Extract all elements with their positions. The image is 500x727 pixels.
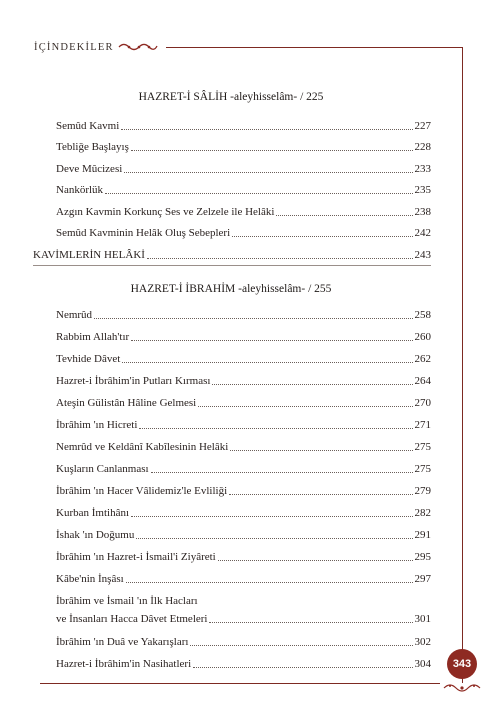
leader-dots xyxy=(147,258,413,259)
toc-entry-page: 271 xyxy=(414,419,431,431)
page-number-badge xyxy=(447,649,477,679)
leader-dots xyxy=(229,494,412,495)
header-title: İÇİNDEKİLER xyxy=(34,42,114,53)
leader-dots xyxy=(198,406,412,407)
toc-entry[interactable] xyxy=(56,141,431,154)
leader-dots xyxy=(193,667,412,668)
toc-entry-page: 235 xyxy=(414,184,431,196)
toc-entry[interactable] xyxy=(56,353,431,366)
toc-entry-page: 282 xyxy=(414,507,431,519)
toc-entry-label: Rabbim Allah'tır xyxy=(56,331,130,343)
toc-entry[interactable] xyxy=(56,658,431,671)
toc-entry[interactable] xyxy=(56,636,431,649)
toc-entry-label: Semûd Kavminin Helâk Oluş Sebepleri xyxy=(56,227,231,239)
page-number: 343 xyxy=(452,658,472,670)
toc-entry-label: Semûd Kavmi xyxy=(56,120,120,132)
toc-entry-page: 295 xyxy=(414,551,431,563)
toc-entry[interactable] xyxy=(56,184,431,197)
section-title-salih: HAZRET-İ SÂLİH -aleyhisselâm- / 225 xyxy=(138,91,324,103)
leader-dots xyxy=(131,340,412,341)
toc-entry-page: 238 xyxy=(414,206,431,218)
leader-dots xyxy=(212,384,412,385)
leader-dots xyxy=(122,362,412,363)
toc-entry[interactable] xyxy=(56,463,431,476)
toc-entry-label: Nemrûd xyxy=(56,309,93,321)
toc-entry-label: Kâbe'nin İnşâsı xyxy=(56,573,124,585)
toc-entry[interactable] xyxy=(56,441,431,454)
toc-entry-multiline-first[interactable] xyxy=(56,595,431,608)
toc-entry-page: 228 xyxy=(414,141,431,153)
toc-entry[interactable] xyxy=(56,331,431,344)
separator-line xyxy=(33,265,431,266)
toc-entry[interactable] xyxy=(56,397,431,410)
toc-entry-page: 304 xyxy=(414,658,431,670)
leader-dots xyxy=(105,193,412,194)
toc-entry-label: Kurban İmtihânı xyxy=(56,507,130,519)
toc-entry[interactable] xyxy=(56,485,431,498)
leader-dots xyxy=(151,472,413,473)
toc-entry[interactable] xyxy=(56,529,431,542)
toc-entry[interactable] xyxy=(56,507,431,520)
toc-entry-page: 262 xyxy=(414,353,431,365)
toc-entry-label: Tebliğe Başlayış xyxy=(56,141,129,153)
toc-entry-page: 233 xyxy=(414,163,431,175)
toc-entry-label: Hazret-i İbrâhim'in Putları Kırması xyxy=(56,375,211,387)
toc-entry[interactable] xyxy=(56,227,431,240)
toc-entry-label: Kuşların Canlanması xyxy=(56,463,149,475)
toc-entry-page: 301 xyxy=(414,613,431,625)
toc-entry-label: İbrâhim 'ın Hacer Vâlidemiz'le Evliliği xyxy=(56,485,228,497)
leader-dots xyxy=(121,129,412,130)
toc-entry-label: Tevhide Dâvet xyxy=(56,353,121,365)
leader-dots xyxy=(232,236,412,237)
toc-entry-label: Hazret-i İbrâhim'in Nasihatleri xyxy=(56,658,192,670)
toc-entry-kavimlerin-helaki[interactable] xyxy=(33,249,431,262)
toc-entry-label: Ateşin Gülistân Hâline Gelmesi xyxy=(56,397,197,409)
toc-entry-page: 279 xyxy=(414,485,431,497)
toc-entry-page: 270 xyxy=(414,397,431,409)
toc-entry-label: İbrâhim 'ın Duâ ve Yakarışları xyxy=(56,636,189,648)
toc-entry-label: İbrâhim 'ın Hazret-i İsmail'i Ziyâreti xyxy=(56,551,216,563)
section-title-ibrahim: HAZRET-İ İBRAHİM -aleyhisselâm- / 255 xyxy=(130,283,332,295)
leader-dots xyxy=(126,582,413,583)
toc-entry-label: Azgın Kavmin Korkunç Ses ve Zelzele ile Helâki xyxy=(56,206,275,218)
toc-entry-page: 260 xyxy=(414,331,431,343)
toc-entry-page: 242 xyxy=(414,227,431,239)
toc-entry-page: 258 xyxy=(414,309,431,321)
toc-entry-page: 227 xyxy=(414,120,431,132)
leader-dots xyxy=(190,645,412,646)
toc-entry-label: ve İnsanları Hacca Dâvet Etmeleri xyxy=(56,613,208,625)
toc-entry-label: İbrâhim 'ın Hicreti xyxy=(56,419,138,431)
toc-entry[interactable] xyxy=(56,375,431,388)
toc-entry-multiline-second[interactable] xyxy=(56,613,431,626)
leader-dots xyxy=(131,150,413,151)
toc-entry[interactable] xyxy=(56,551,431,564)
leader-dots xyxy=(209,622,412,623)
leader-dots xyxy=(139,428,412,429)
leader-dots xyxy=(230,450,412,451)
toc-entry-label: Deve Mûcizesi xyxy=(56,163,123,175)
leader-dots xyxy=(218,560,413,561)
toc-entry-page: 275 xyxy=(414,463,431,475)
toc-entry-page: 291 xyxy=(414,529,431,541)
toc-entry[interactable] xyxy=(56,573,431,586)
leader-dots xyxy=(276,215,412,216)
toc-entry-page: 275 xyxy=(414,441,431,453)
leader-dots xyxy=(136,538,412,539)
toc-entry-label: İbrâhim ve İsmail 'ın İlk Hacları xyxy=(56,595,198,607)
toc-entry-page: 264 xyxy=(414,375,431,387)
toc-entry-label: KAVİMLERİN HELÂKİ xyxy=(33,249,145,261)
toc-entry-label: Nankörlük xyxy=(56,184,104,196)
toc-entry-page: 302 xyxy=(414,636,431,648)
toc-entry[interactable] xyxy=(56,206,431,219)
toc-entry[interactable] xyxy=(56,419,431,432)
toc-entry-page: 243 xyxy=(414,249,431,261)
leader-dots xyxy=(124,172,412,173)
toc-entry-label: Nemrûd ve Keldânî Kabîlesinin Helâki xyxy=(56,441,229,453)
footer-ornament-icon xyxy=(442,681,482,700)
leader-dots xyxy=(131,516,412,517)
toc-entry[interactable] xyxy=(56,120,431,133)
toc-entry[interactable] xyxy=(56,163,431,176)
leader-dots xyxy=(94,318,412,319)
toc-entry-page: 297 xyxy=(414,573,431,585)
toc-entry[interactable] xyxy=(56,309,431,322)
toc-entry-label: İshak 'ın Doğumu xyxy=(56,529,135,541)
